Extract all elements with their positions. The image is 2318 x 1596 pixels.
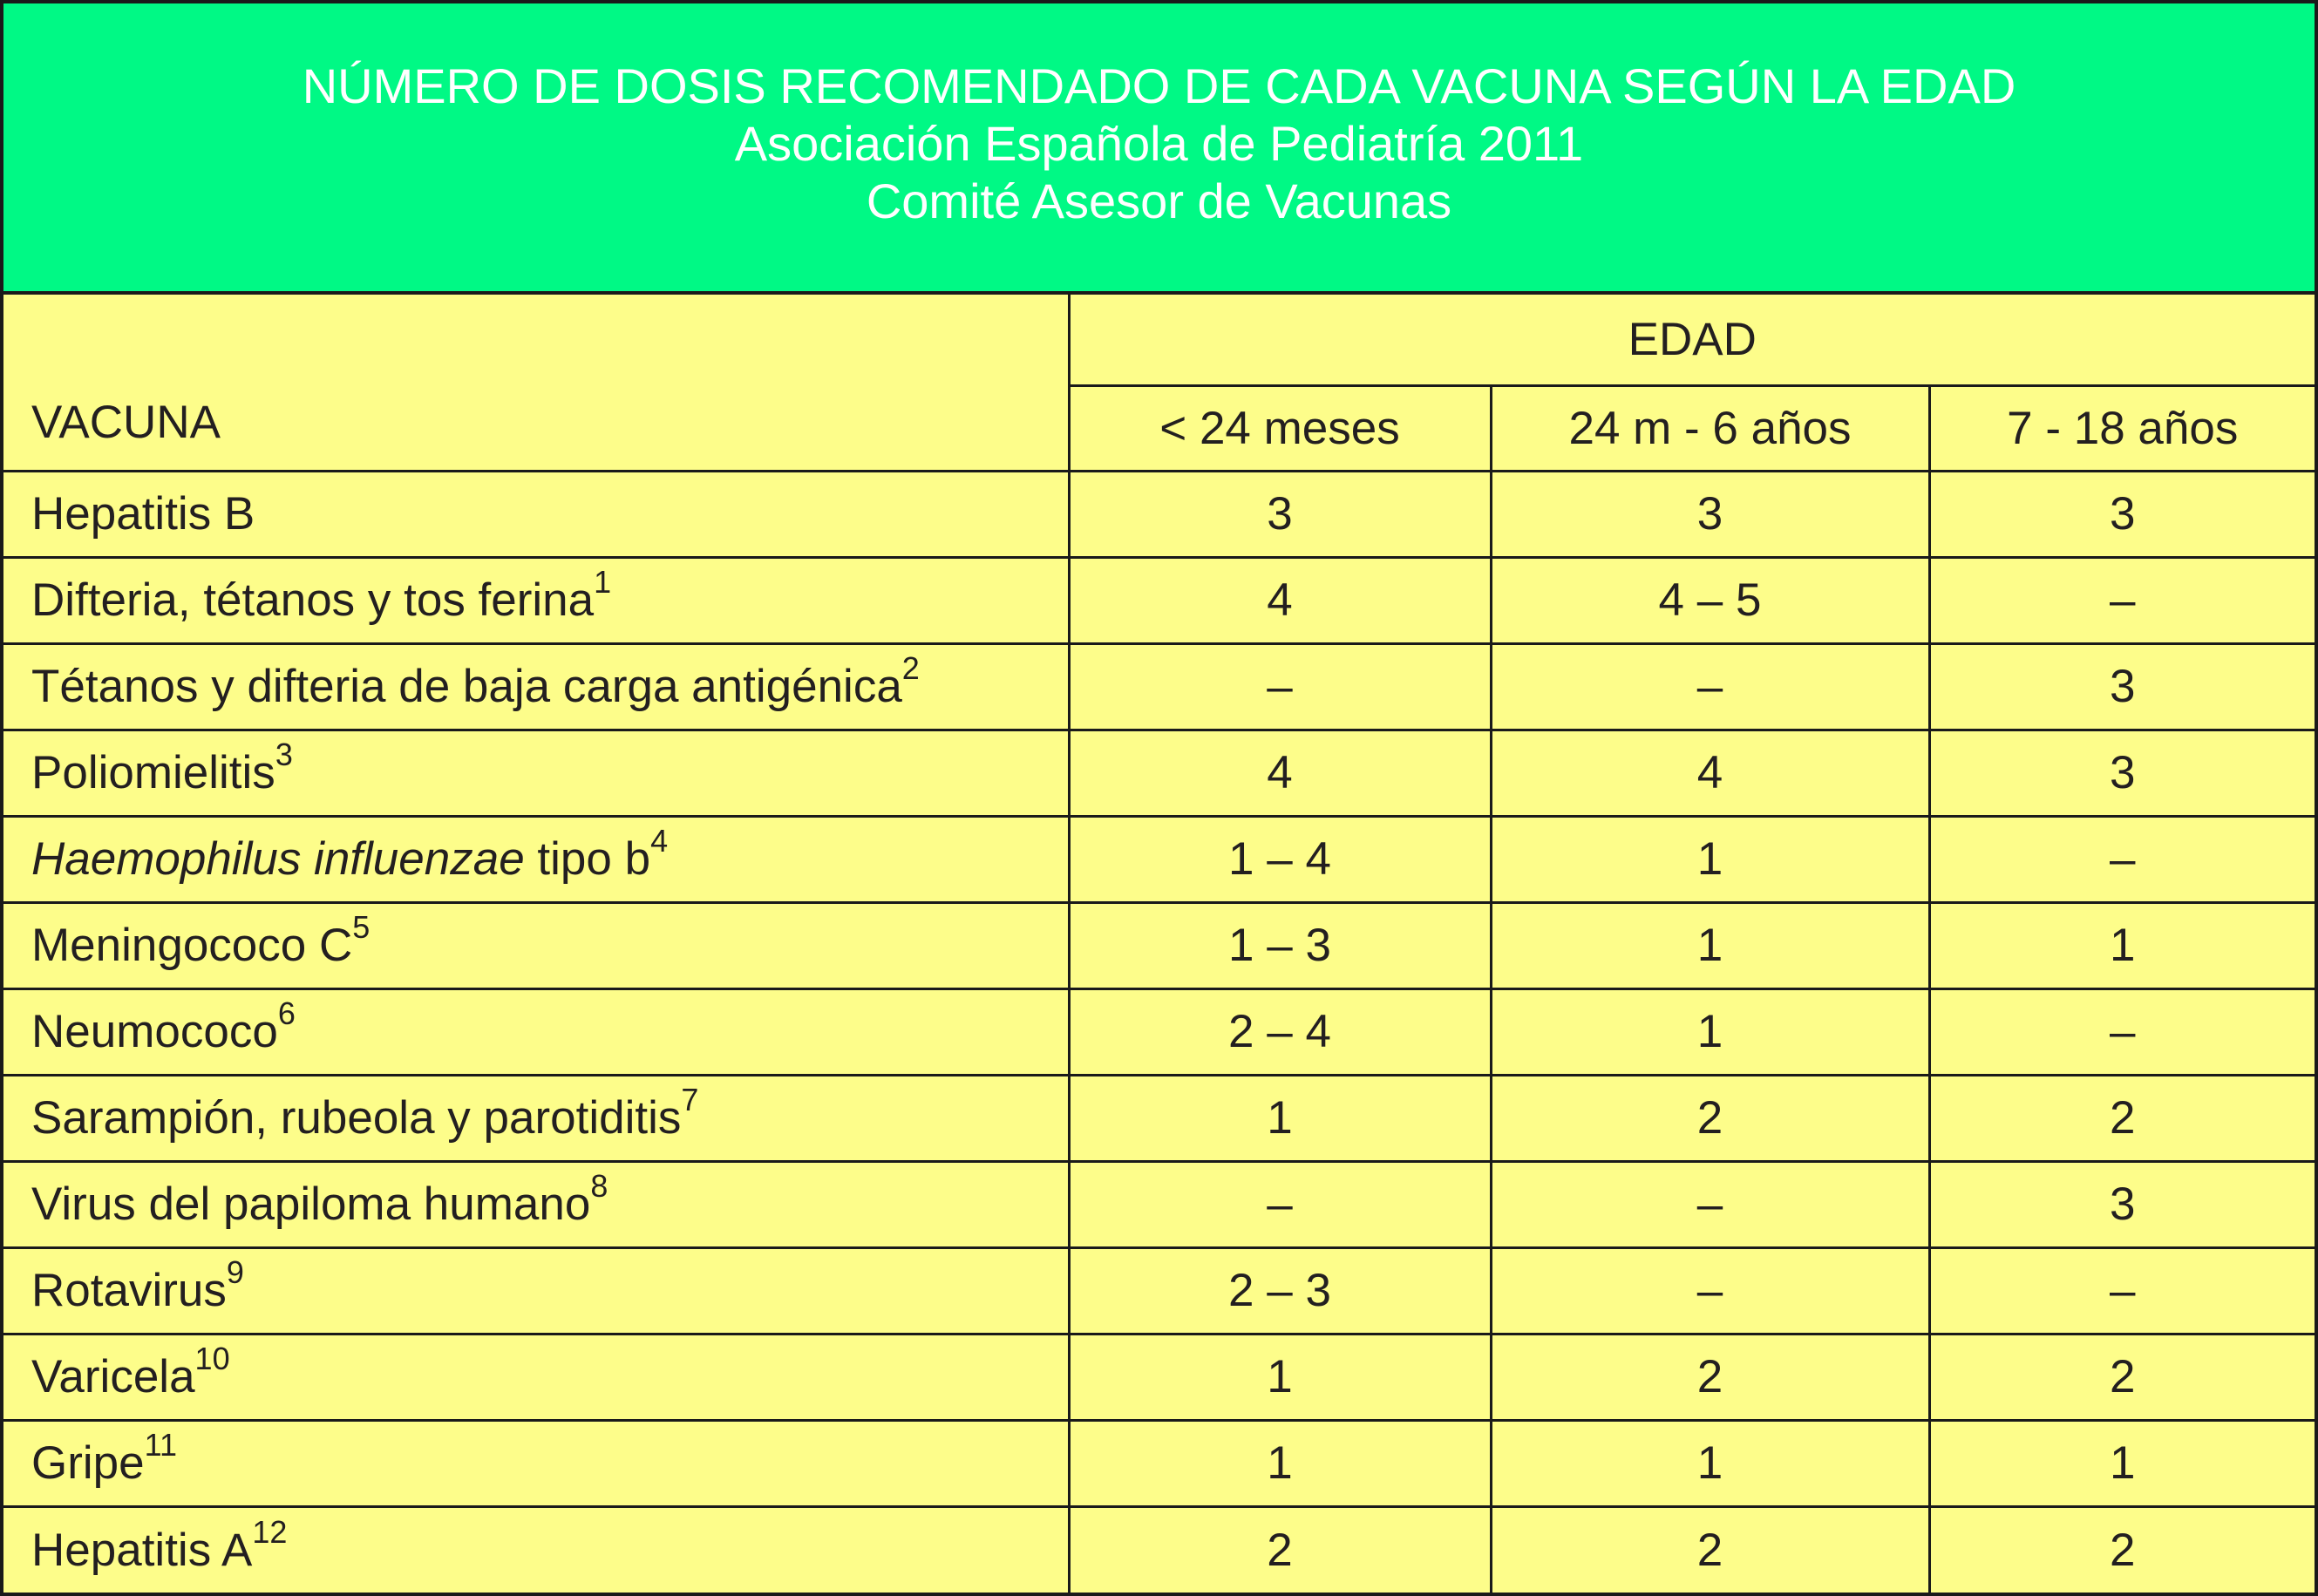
dose-count-cell: 1 xyxy=(1069,1420,1491,1506)
dose-count-cell: 2 xyxy=(1929,1506,2315,1593)
table-row xyxy=(3,1334,2315,1420)
figure-title: NÚMERO DE DOSIS RECOMENDADO DE CADA VACUNA SEGÚN LA EDAD xyxy=(302,58,2016,113)
footnote-marker: 8 xyxy=(590,1168,608,1204)
dose-count-cell: – xyxy=(1929,816,2315,902)
vaccine-name xyxy=(3,1420,1069,1506)
dose-count-cell: 2 xyxy=(1491,1506,1929,1593)
footnote-marker: 6 xyxy=(277,995,296,1031)
dose-count-cell: 3 xyxy=(1929,730,2315,816)
figure-subtitle: Asociación Española de Pediatría 2011 xyxy=(734,116,1584,171)
vaccine-name xyxy=(3,1075,1069,1161)
table-row xyxy=(3,988,2315,1075)
dose-count-cell: 2 xyxy=(1491,1075,1929,1161)
vaccine-name-text: Neumococo xyxy=(31,1006,278,1057)
dose-count-cell: 2 – 3 xyxy=(1069,1247,1491,1334)
vaccine-column-header: VACUNA xyxy=(3,295,1069,471)
vaccine-name xyxy=(3,557,1069,643)
vaccine-name xyxy=(3,1334,1069,1420)
vaccine-name-text: Rotavirus xyxy=(31,1265,227,1316)
vaccine-name-text: Hepatitis A xyxy=(31,1524,253,1576)
dose-count-cell: 3 xyxy=(1929,471,2315,557)
dose-count-cell: 2 xyxy=(1929,1075,2315,1161)
dose-count-cell: 1 xyxy=(1491,902,1929,988)
table-row xyxy=(3,902,2315,988)
table-row xyxy=(3,1506,2315,1593)
dose-count-cell: 1 xyxy=(1491,1420,1929,1506)
table-row xyxy=(3,1161,2315,1247)
dose-count-cell: 1 xyxy=(1491,988,1929,1075)
dose-count-cell: 2 xyxy=(1929,1334,2315,1420)
age-group-header: EDAD xyxy=(1069,295,2315,385)
vaccine-name-text: Virus del papiloma humano xyxy=(31,1178,591,1230)
vaccine-name-text: Gripe xyxy=(31,1437,145,1489)
dose-count-cell: 4 xyxy=(1069,730,1491,816)
dose-count-cell: 1 – 3 xyxy=(1069,902,1491,988)
vaccine-name-text: Difteria, tétanos y tos ferina xyxy=(31,574,595,626)
footnote-marker: 4 xyxy=(650,823,669,859)
vaccine-name xyxy=(3,816,1069,902)
figure-committee: Comité Asesor de Vacunas xyxy=(866,173,1452,228)
table-row xyxy=(3,730,2315,816)
dose-count-cell: – xyxy=(1929,988,2315,1075)
table-row xyxy=(3,816,2315,902)
vaccine-name-text: Meningococo C xyxy=(31,920,353,971)
dose-count-cell: 3 xyxy=(1929,643,2315,730)
age-column-header: 7 - 18 años xyxy=(1929,385,2315,471)
vaccine-name-text: Tétanos y difteria de baja carga antigénica xyxy=(31,661,902,712)
footnote-marker: 5 xyxy=(352,909,370,945)
vaccine-name xyxy=(3,1161,1069,1247)
vaccine-name xyxy=(3,1506,1069,1593)
vaccine-name xyxy=(3,730,1069,816)
dose-count-cell: 1 xyxy=(1929,1420,2315,1506)
dose-count-cell: 2 xyxy=(1069,1506,1491,1593)
dose-count-cell: 1 – 4 xyxy=(1069,816,1491,902)
table-row xyxy=(3,557,2315,643)
dose-count-cell: 2 xyxy=(1491,1334,1929,1420)
table-row xyxy=(3,1075,2315,1161)
dose-count-cell: 4 xyxy=(1491,730,1929,816)
title-banner xyxy=(3,3,2315,295)
footnote-marker: 10 xyxy=(194,1341,230,1376)
table-row xyxy=(3,643,2315,730)
vaccine-name xyxy=(3,471,1069,557)
dose-count-cell: – xyxy=(1491,1247,1929,1334)
vaccine-name-text: Varicela xyxy=(31,1351,195,1402)
footnote-marker: 3 xyxy=(275,737,293,772)
vaccine-name-text: Hepatitis B xyxy=(31,488,255,540)
age-column-header: 24 m - 6 años xyxy=(1491,385,1929,471)
age-column-header: < 24 meses xyxy=(1069,385,1491,471)
table-body xyxy=(3,471,2315,1593)
dose-count-cell: 1 xyxy=(1491,816,1929,902)
dose-count-cell: 1 xyxy=(1069,1334,1491,1420)
dose-count-cell: – xyxy=(1491,643,1929,730)
dose-count-cell: 4 xyxy=(1069,557,1491,643)
dose-count-cell: 2 – 4 xyxy=(1069,988,1491,1075)
vaccine-name-italic: Haemophilus influenzae xyxy=(31,833,525,885)
table-row xyxy=(3,1247,2315,1334)
vaccine-name xyxy=(3,988,1069,1075)
dose-count-cell: – xyxy=(1069,643,1491,730)
dose-count-cell: – xyxy=(1929,557,2315,643)
footnote-marker: 11 xyxy=(144,1427,177,1463)
footnote-marker: 7 xyxy=(681,1082,699,1117)
table-row xyxy=(3,1420,2315,1506)
vaccine-name-text: tipo b xyxy=(524,833,651,885)
dose-count-cell: 1 xyxy=(1929,902,2315,988)
vaccine-name-text: Sarampión, rubeola y parotiditis xyxy=(31,1092,682,1144)
footnote-marker: 12 xyxy=(252,1513,288,1550)
footnote-marker: 2 xyxy=(901,650,920,686)
dose-count-cell: 4 – 5 xyxy=(1491,557,1929,643)
dose-count-cell: 3 xyxy=(1069,471,1491,557)
dose-count-cell: – xyxy=(1929,1247,2315,1334)
vaccine-name xyxy=(3,1247,1069,1334)
vaccine-name xyxy=(3,643,1069,730)
dose-count-cell: – xyxy=(1491,1161,1929,1247)
doses-table xyxy=(3,295,2315,1593)
dose-count-cell: – xyxy=(1069,1161,1491,1247)
footnote-marker: 9 xyxy=(226,1254,244,1290)
dose-count-cell: 3 xyxy=(1491,471,1929,557)
vaccine-name xyxy=(3,902,1069,988)
dose-count-cell: 1 xyxy=(1069,1075,1491,1161)
vaccine-name-text: Poliomielitis xyxy=(31,747,275,798)
footnote-marker: 1 xyxy=(594,564,612,600)
table-row xyxy=(3,471,2315,557)
dose-count-cell: 3 xyxy=(1929,1161,2315,1247)
